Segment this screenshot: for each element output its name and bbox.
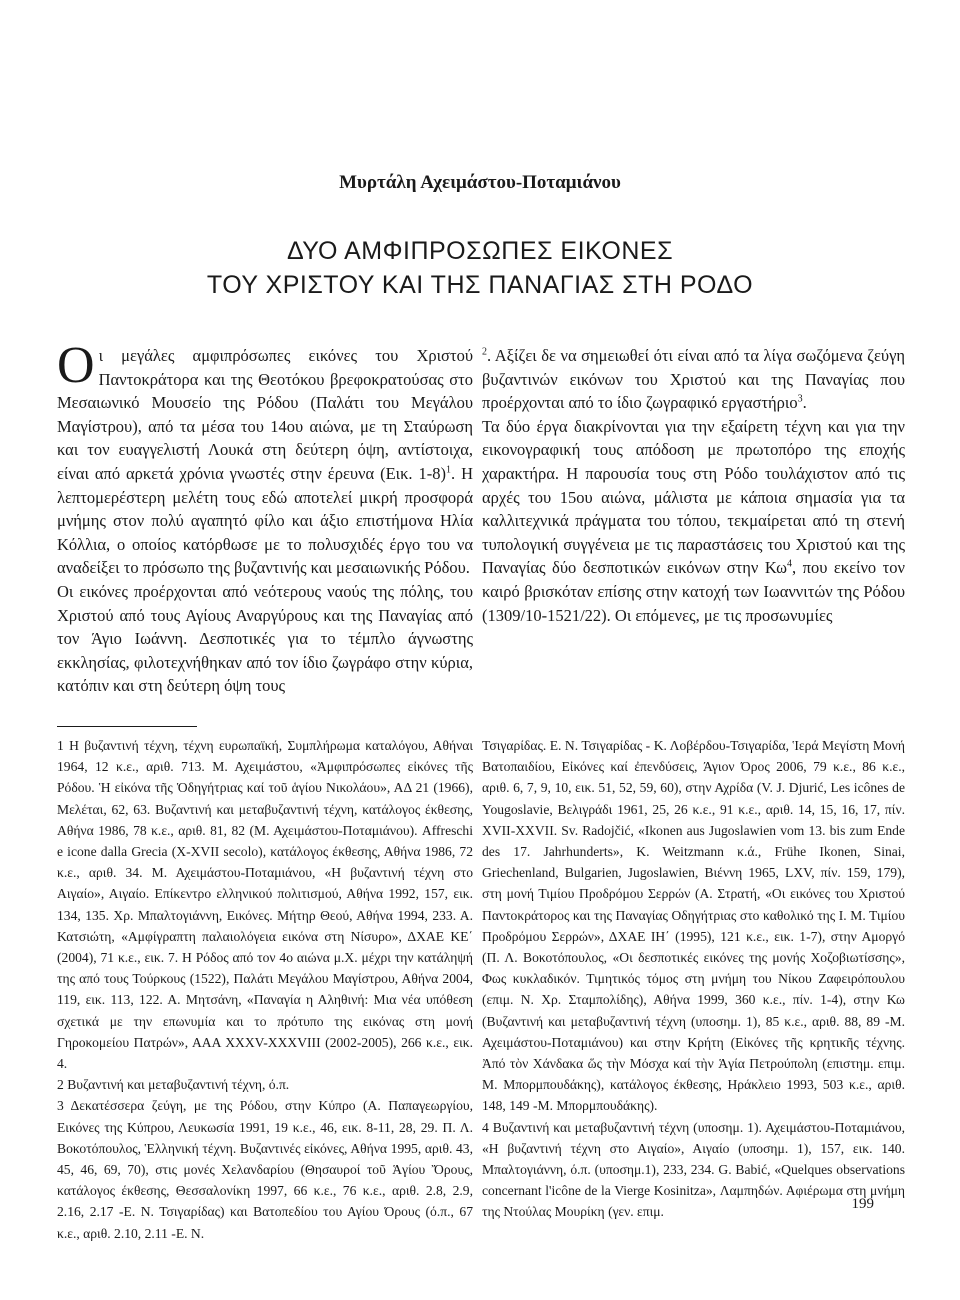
footnote-3-continued: Τσιγαρίδας. Ε. Ν. Τσιγαρίδας - Κ. Λοβέρδου-Τσιγαρίδα, Ἱερά Μεγίστη Μονή Βατοπαιδίου, Εἰκόνες καί ἐπενδύσεις, Άγιον Όρος 2006, 79 κ.ε., 86 κ.ε., αριθ. 6, 7, 9, 10, εικ. 51, 52, 59, 60), στην Αχρίδα (V. J. Djurić, Les icônes de Yougoslavie, Βελιγράδι 1961, 25, 26 κ.ε., 91 κ.ε., αριθ. 14, 15, 16, 17, πίν. XVII-XXVII. Sv. Radojčić, «Ikonen aus Jugoslawien vom 13. bis zum Ende des 17. Jahrhunderts», K. Weitzmann κ.ά., Frühe Ikonen, Sinai, Griechenland, Bulgarien, Jugoslawien, Βιέννη 1965, LXV, πίν. 159, 179), στη μονή Τιμίου Προδρόμου Σερρών (Α. Στρατή, «Οι εικόνες του Χριστού Παντοκράτορος και της Παναγίας Οδηγήτριας στο καθολικό της Ι. Μ. Τιμίου Προδρόμου Σερρών», ΔΧΑΕ ΙΗ΄ (1995), 121 κ.ε., εικ. 1-7), στην Αμοργό (Π. Λ. Βοκοτόπουλος, «Οι δεσποτικές εικόνες της μονής Χοζοβιωτίσσης», Φως κυκλαδικόν. Τιμητικός τόμος στη μνήμη του Νίκου Ζαφειρόπουλου (επιμ. Ν. Χρ. Σταμπολίδης), Αθήνα 1999, 360 κ.ε., πίν. 1-4), στην Κω (Βυζαντινή και μεταβυζαντινή τέχνη (υποσημ. 1), 85 κ.ε., αριθ. 88, 89 -Μ. Αχειμάστου-Ποταμιάνου) και στην Κρήτη (Εἰκόνες τῆς κρητικῆς τέχνης. Ἀπό τὸν Χάνδακα ὥς τὴν Μόσχα καί τὴν Ἁγία Πετρούπολη (επιστημ. επιμ. Μ. Μπορμπουδάκης), κατάλογος έκθεσης, Ηράκλειο 1993, 503 κ.ε., αριθ. 148, 149 -Μ. Μπορμπουδάκης).: [482, 738, 905, 1114]
paragraph-3-text-b: , που εκείνο τον καιρό βρισκόταν επίσης στην κατοχή των Ιωαννιτών της Ρόδου (1309/10-1521/22). Οι επόμενες, με τις προσωνυμίες: [482, 558, 905, 625]
paragraph-1: [57, 337, 473, 580]
paragraph-3: [482, 415, 905, 627]
footnote-3: 3 Δεκατέσσερα ζεύγη, με της Ρόδου, στην Κύπρο (Α. Παπαγεωργίου, Εικόνες της Κύπρου, Λευκωσία 1991, 19 κ.ε., 46, εικ. 8-11, 28, 29. Π. Λ. Βοκοτόπουλος, Ἑλληνική τέχνη. Βυζαντινές εἰκόνες, Αθήνα 1995, αριθ. 43, 45, 46, 69, 70), στις μονές Χελανδαρίου (Θησαυροί τοῦ Ἁγίου Ὄρους, κατάλογος έκθεσης, Θεσσαλονίκη 1997, 66 κ.ε., 76 κ.ε., αριθ. 2.8, 2.9, 2.16, 2.17 -Ε. Ν. Τσιγαρίδας) και Βατοπεδίου του Αγίου Όρους (ό.π., 67 κ.ε., αριθ. 2.10, 2.11 -Ε. Ν.: [57, 1098, 473, 1241]
paragraph-2-continued: [482, 344, 905, 415]
footnotes-right: [482, 735, 905, 1223]
article-title-line-1: ΔΥΟ ΑΜΦΙΠΡΟΣΩΠΕΣ ΕΙΚΟΝΕΣ: [286, 237, 674, 265]
author-name: Μυρτάλη Αχειμάστου-Ποταμιάνου: [339, 172, 621, 193]
page-number: 199: [851, 1196, 874, 1212]
footnote-rule: [57, 726, 197, 727]
drop-cap: Ο: [57, 337, 95, 394]
footnote-ref-2: 2: [482, 346, 487, 358]
footnote-ref-1: 1: [446, 464, 451, 476]
article-title-line-2: ΤΟΥ ΧΡΙΣΤΟΥ ΚΑΙ ΤΗΣ ΠΑΝΑΓΙΑΣ ΣΤΗ ΡΟΔΟ: [206, 271, 754, 299]
paragraph-2-text-b: . Αξίζει δε να σημειωθεί ότι είναι από τα λίγα σωζόμενα ζεύγη βυζαντινών εικόνων του Χριστού και της Παναγίας που προέρχονται από το ίδιο ζωγραφικό εργαστήριο: [482, 346, 905, 413]
footnote-2: 2 Βυζαντινή και μεταβυζαντινή τέχνη, ό.π.: [57, 1077, 290, 1093]
body-column-right: [482, 344, 905, 627]
paragraph-3-text-a: Τα δύο έργα διακρίνονται για την εξαίρετη τέχνη και για την εικονογραφική τους απόδοση με πρωτοπόρο της εποχής χαρακτήρα. Η παρουσία τους στη Ρόδο τουλάχιστον από τις αρχές του 15ου αιώνα, μάλιστα με κάποια σημασία για τα καλλιτεχνικά πράγματα του τόπου, τεκμαίρεται από τη στενή τυπολογική συγγένεια με τις παραστάσεις του Χριστού και της Παναγίας δύο δεσποτικών εικόνων στην Κω: [482, 416, 905, 578]
footnote-1: 1 Η βυζαντινή τέχνη, τέχνη ευρωπαϊκή, Συμπλήρωμα καταλόγου, Αθήναι 1964, 12 κ.ε., αριθ. 713. Μ. Αχειμάστου, «Ἀμφιπρόσωπες εἰκόνες τῆς Ρόδου. Ἡ εἰκόνα τῆς Ὁδηγήτριας καί τοῦ ἁγίου Νικολάου», ΑΔ 21 (1966), Μελέται, 62, 63. Βυζαντινή και μεταβυζαντινή τέχνη, κατάλογος έκθεσης, Αθήνα 1986, 78 κ.ε., αριθ. 81, 82 (Μ. Αχειμάστου-Ποταμιάνου). Affreschi e icone dalla Grecia (X-XVII secolo), κατάλογος έκθεσης, Αθήνα 1986, 72 κ.ε., αριθ. 34. Μ. Αχειμάστου-Ποταμιάνου, «Η βυζαντινή τέχνη στο Αιγαίο», Αιγαίο. Επίκεντρο ελληνικού πολιτισμού, Αθήνα 1992, 157, εικ. 134, 135. Χρ. Μπαλτογιάννη, Εικόνες. Μήτηρ Θεού, Αθήνα 1994, 233. Α. Κατσιώτη, «Αμφίγραπτη παλαιολόγεια εικόνα στη Νίσυρο», ΔΧΑΕ ΚΕ΄ (2004), 71 κ.ε., εικ. 7. Η Ρόδος από τον 4ο αιώνα μ.Χ. μέχρι την κατάληψή της από τους Τούρκους (1522), Παλάτι Μεγάλου Μαγίστρου, Αθήνα 2004, 119, εικ. 113, 122. Α. Μητσάνη, «Παναγία η Αληθινή: Μια νέα υπόθεση σχετικά με την επωνυμία και το πρότυπο της εικόνας στη μονή Γηροκομείου Πατρών», ΑΑΑ XXXV-XXXVIII (2002-2005), 266 κ.ε., εικ. 4.: [57, 738, 473, 1072]
paragraph-1-text-a: ι μεγάλες αμφιπρόσωπες εικόνες του Χριστού Παντοκράτορα και της Θεοτόκου βρεφοκρατούσας στο Μεσαιωνικό Μουσείο της Ρόδου (Παλάτι του Μεγάλου Μαγίστρου), από τα μέσα του 14ου αιώνα, με τη Σταύρωση και τον ευαγγελιστή Λουκά στη δεύτερη όψη, αντίστοιχα, είναι από αρκετά χρόνια γνωστές στην έρευνα (Εικ. 1-8): [57, 346, 473, 483]
footnotes-left: [57, 735, 473, 1244]
footnote-ref-4: 4: [787, 558, 793, 570]
paragraph-1-text-b: . Η λεπτομερέστερη μελέτη τους εδώ αποτελεί μικρή προσφορά μνήμης στον πολύ αγαπητό φίλο και άξιο επιστήμονα Ηλία Κόλλια, ο οποίος κατόρθωσε με το πολυσχιδές έργο του να αναδείξει το πρόσωπο της βυζαντινής και μεσαιωνικής Ρόδου.: [57, 463, 473, 578]
body-column-left: [57, 337, 473, 698]
footnote-ref-3: 3: [797, 393, 803, 405]
paragraph-2: Οι εικόνες προέρχονται από νεότερους ναούς της πόλης, του Χριστού από τους Αγίους Αναργύρους και της Παναγίας από τον Άγιο Ιωάννη. Δεσποτικές για το τέμπλο άγνωστης εκκλησίας, φιλοτεχνήθηκαν από τον ίδιο ζωγράφο στην κύρια, κατόπιν και στη δεύτερη όψη τους: [57, 581, 473, 696]
paragraph-2-text-c: .: [802, 393, 807, 413]
footnote-4: 4 Βυζαντινή και μεταβυζαντινή τέχνη (υποσημ. 1). Αχειμάστου-Ποταμιάνου, «Η βυζαντινή τέχνη στο Αιγαίο», Αιγαίο (υποσημ. 1), 157, εικ. 140. Μπαλτογιάννη, ό.π. (υποσημ.1), 233, 234. G. Babić, «Quelques observations concernant l'icône de la Vierge Kosinitza», Λαμπηδών. Αφιέρωμα στη μνήμη της Ντούλας Μουρίκη (γεν. επιμ.: [482, 1119, 905, 1220]
